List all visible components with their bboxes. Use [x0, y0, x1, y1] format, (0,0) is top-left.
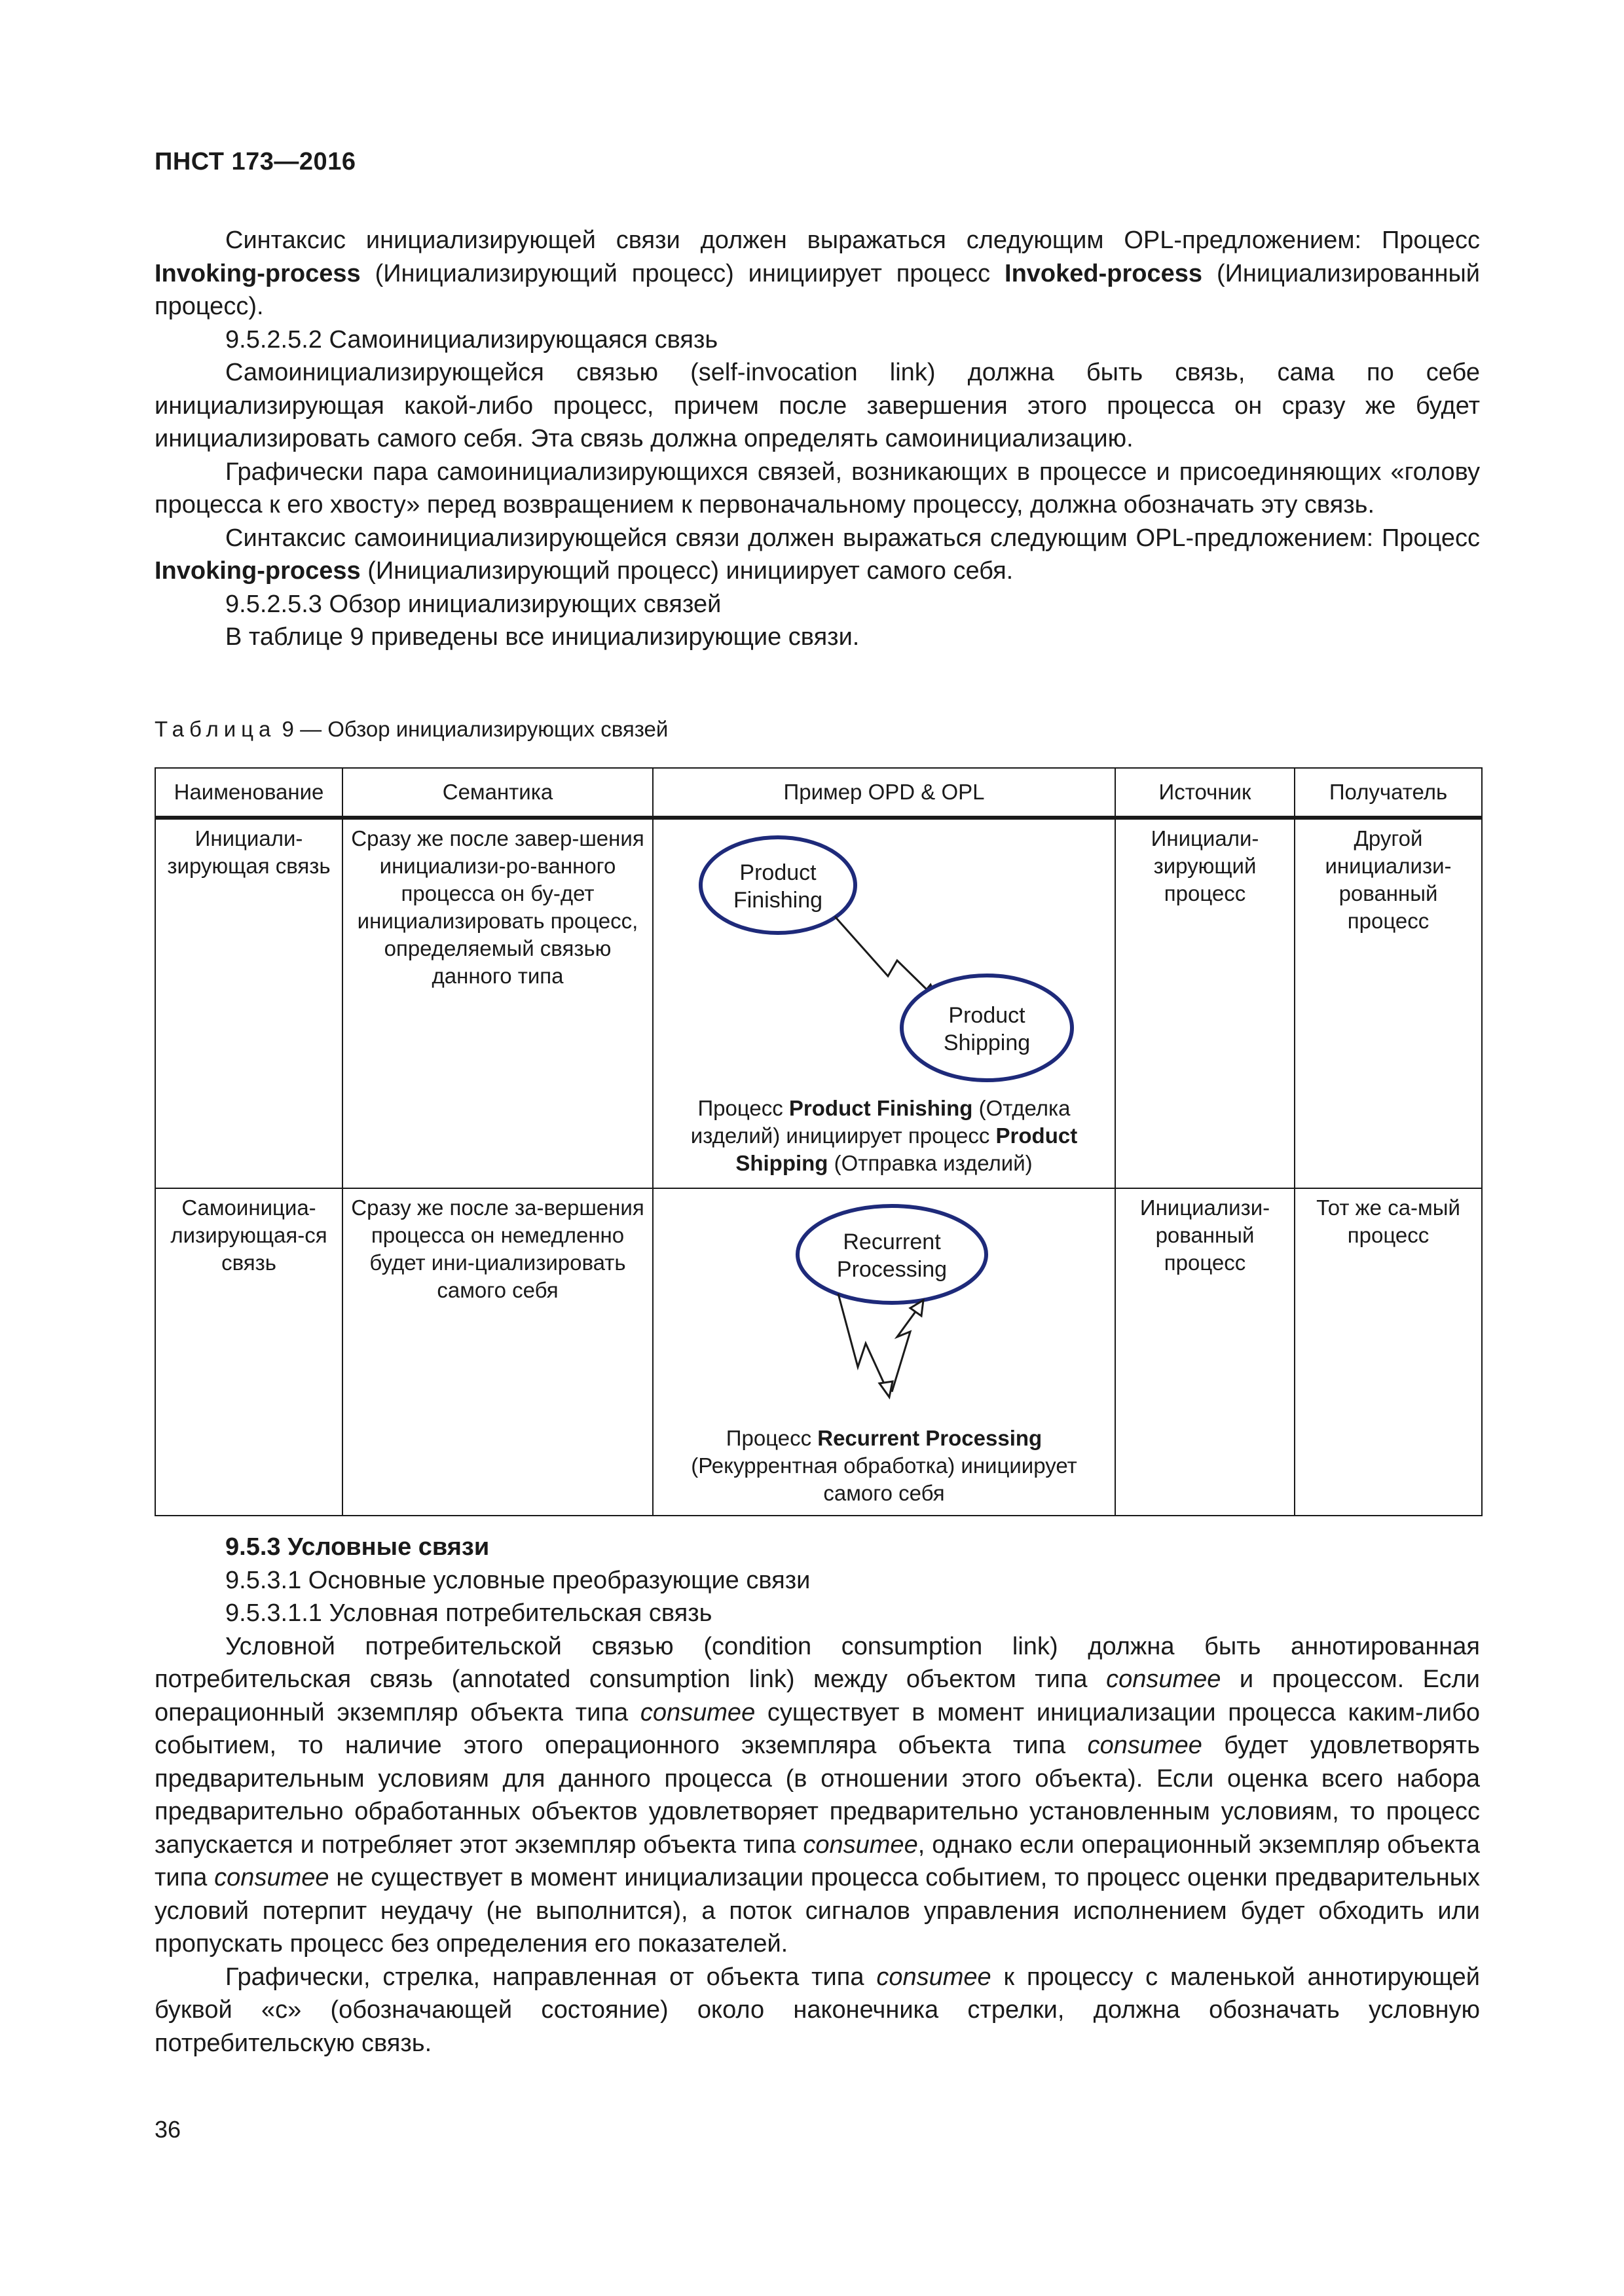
process-label-line1: Recurrent	[843, 1230, 941, 1254]
cell-example	[653, 818, 1115, 1188]
section-heading-9-5-2-5-2: 9.5.2.5.2 Самоинициализирующаяся связь	[225, 325, 718, 354]
paragraph-condition-consumption-definition: Условной потребительской связью (condition consumption link) должна быть аннотированная потребительская связь (annotated consumption link) между объектом типа consumee и процессом. Если операционный экземпляр объекта типа consumee существует в момент инициализации процесса каким-либо событием, то наличие этого операционного экземпляра объекта типа consumee будет удовлетворять предварительным условиям для данного процесса (в отношении этого объекта). Если оценка всего набора предварительно обработанных объектов удовлетворяет предварительно установленным условиям, то процесс запускается и потребляет этот экземпляр объекта типа consumee, однако если операционный экземпляр объекта типа consumee не существует в момент инициализации процесса событием, то процесс оценки предварительных условий потерпит неудачу (не выполнится), а поток сигналов управления исполнением будет обходить или пропускать процесс без определения его показателей.	[155, 1632, 1481, 1958]
section-heading-9-5-3-1: 9.5.3.1 Основные условные преобразующие связи	[225, 1566, 811, 1594]
section-heading-9-5-2-5-3: 9.5.2.5.3 Обзор инициализирующих связей	[225, 590, 722, 618]
table-header-row	[155, 768, 1482, 818]
paragraph-invocation-syntax: Синтаксис инициализирующей связи должен выражаться следующим OPL-предложением: Процесс Invoking-process (Инициализирующий процесс) инициирует процесс Invoked-process (Инициализированный процесс).	[155, 227, 1480, 320]
invocation-zigzag-link	[835, 917, 934, 996]
process-label-line2: Processing	[836, 1257, 948, 1282]
paragraph-condition-consumption-graphic: Графически, стрелка, направленная от объекта типа consumee к процессу с маленькой аннотирующей буквой «c» (обозначающей состояние) около наконечника стрелки, должна обозначать условную потребительскую связь.	[155, 1963, 1480, 2057]
process-ellipse-product-shipping	[902, 975, 1072, 1080]
paragraph-self-invocation-graphic: Графически пара самоинициализирующихся связей, возникающих в процессе и присоединяющих «голову процесса к его хвосту» перед возвращением к первоначальному процессу, должна обозначать эту связь.	[155, 458, 1480, 519]
header-target: Получатель	[1295, 768, 1482, 818]
table-caption: Таблица 9 — Обзор инициализирующих связей	[155, 717, 669, 741]
header-source: Источник	[1115, 768, 1295, 818]
section-heading-9-5-3: 9.5.3 Условные связи	[225, 1533, 490, 1561]
cell-name: Инициали-зирующая связь	[155, 818, 342, 1188]
cell-semantics: Сразу же после за-вершения процесса он немедленно будет ини-циализировать самого себя	[342, 1188, 653, 1516]
paragraph-table-intro: В таблице 9 приведены все инициализирующие связи.	[225, 623, 860, 651]
cell-name: Самоинициа-лизирующая-ся связь	[155, 1188, 342, 1516]
opl-sentence-invocation: Процесс Product Finishing (Отделка изделий) инициирует процесс Product Shipping (Отправка изделий)	[690, 1096, 1078, 1175]
header-semantics: Семантика	[342, 768, 653, 818]
standard-designation: ПНСТ 173—2016	[155, 148, 356, 175]
self-invocation-link-down	[838, 1294, 887, 1391]
paragraph-self-invocation-definition: Самоинициализирующейся связью (self-invocation link) должна быть связь, сама по себе инициализирующая какой-либо процесс, причем после завершения этого процесса он сразу же будет инициализировать самого себя. Эта связь должна определять самоинициализацию.	[155, 359, 1480, 452]
process-a-label-line2: Finishing	[733, 888, 823, 913]
cell-target: Другой инициализи-рованный процесс	[1295, 818, 1482, 1188]
cell-source: Инициализи-рованный процесс	[1115, 1188, 1295, 1516]
table-row	[155, 818, 1482, 1188]
cell-example	[653, 1188, 1115, 1516]
cell-source: Инициали-зирующий процесс	[1115, 818, 1295, 1188]
top-body-text	[155, 224, 1480, 654]
header-name: Наименование	[155, 768, 342, 818]
bottom-body-text	[155, 1531, 1480, 2060]
header-example: Пример OPD & OPL	[653, 768, 1115, 818]
process-b-label-line1: Product	[948, 1003, 1025, 1028]
table-row	[155, 1188, 1482, 1516]
cell-semantics: Сразу же после завер-шения инициализи-ро-ванного процесса он бу-дет инициализировать процесс, определяемый связью данного типа	[342, 818, 653, 1188]
page-number: 36	[155, 2116, 181, 2143]
self-invocation-link-up	[892, 1305, 920, 1392]
self-invocation-opd-diagram	[655, 1189, 1113, 1425]
opl-sentence-self-invocation: Процесс Recurrent Processing (Рекуррентная обработка) инициирует самого себя	[691, 1426, 1077, 1505]
self-invocation-arrowhead-down-icon	[879, 1381, 893, 1397]
invocation-links-table	[155, 767, 1483, 1516]
process-b-label-line2: Shipping	[943, 1030, 1031, 1055]
process-a-label-line1: Product	[739, 860, 817, 885]
section-heading-9-5-3-1-1: 9.5.3.1.1 Условная потребительская связь	[225, 1599, 712, 1627]
cell-target: Тот же са-мый процесс	[1295, 1188, 1482, 1516]
process-ellipse-recurrent-processing	[798, 1206, 986, 1303]
paragraph-self-invocation-syntax: Синтаксис самоинициализирующейся связи должен выражаться следующим OPL-предложением: Процесс Invoking-process (Инициализирующий процесс) инициирует самого себя.	[155, 524, 1480, 585]
invocation-opd-diagram	[655, 820, 1113, 1095]
process-ellipse-product-finishing	[701, 837, 855, 933]
